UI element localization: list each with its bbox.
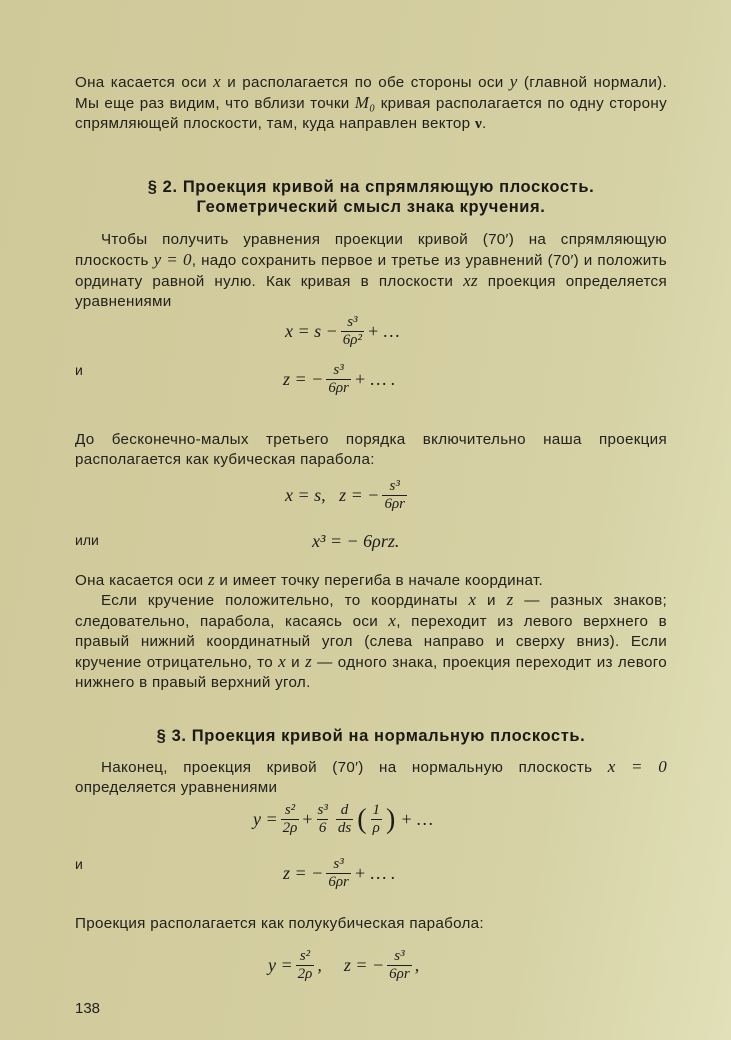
fraction <box>326 362 351 397</box>
section-heading-3 <box>75 726 667 746</box>
text: Чтобы получить уравнения проекции кривой (70′) на спрямляющую плоскость <box>75 231 667 269</box>
numerator: s³ <box>333 362 344 378</box>
fraction <box>387 948 412 983</box>
fraction <box>336 802 353 837</box>
equation-6 <box>283 856 396 891</box>
text: Наконец, проекция кривой (70′) на нормальную плоскость <box>101 759 608 776</box>
denominator: 6ρr <box>328 380 349 396</box>
page-number: 138 <box>75 1000 101 1017</box>
text: Она касается оси <box>75 572 208 589</box>
math-expr: y = 0 <box>153 250 192 269</box>
paragraph-3: До бесконечно-малых третьего порядка включительно наша проекция располагается как кубическая парабола: <box>75 431 667 468</box>
eq-tail: + … . <box>353 369 396 389</box>
numerator: s³ <box>333 856 344 872</box>
denominator: 6ρr <box>384 496 405 512</box>
heading-line: Геометрический смысл знака кручения. <box>196 198 546 216</box>
eq-lhs: x = s − <box>285 321 338 341</box>
math-var: y <box>509 72 518 91</box>
numerator: s² <box>299 948 311 964</box>
eq-lhs: x = s, z = − <box>285 485 380 505</box>
paragraph-7: Проекция располагается как полукубическая парабола: <box>75 915 484 932</box>
text: , переходит из левого верхнего в правый нижний координатный угол (слева направо и сверху вниз). Если кручение отрицательно, то <box>75 613 667 671</box>
text: Если кручение положительно, то координаты <box>101 592 469 609</box>
heading-line: § 2. Проекция кривой на спрямляющую плоскость. <box>147 178 595 196</box>
eq-tail: + … <box>367 321 400 341</box>
text: (главной нормали). Мы еще раз видим, что вблизи точки <box>75 74 667 112</box>
math-vector: ν <box>474 115 483 132</box>
text: . <box>482 115 487 132</box>
denominator: 6ρ² <box>342 332 362 348</box>
denominator: ds <box>337 820 352 836</box>
denominator: 2ρ <box>282 820 298 836</box>
fraction <box>371 802 383 837</box>
denominator: 6ρr <box>389 966 410 982</box>
heading-line: § 3. Проекция кривой на нормальную плоскость. <box>156 727 586 745</box>
fraction <box>341 314 364 349</box>
math-var: z <box>207 570 215 589</box>
equation-1 <box>285 314 400 349</box>
conjunction: и <box>75 362 83 378</box>
text: и <box>476 592 507 609</box>
math-var: z <box>305 652 313 671</box>
equation-2 <box>283 362 396 397</box>
eq-lhs: z = − <box>283 369 324 389</box>
numerator: s³ <box>394 948 405 964</box>
paragraph-4 <box>75 570 667 591</box>
equation-7 <box>268 948 419 983</box>
separator: , <box>317 955 322 975</box>
eq-tail: + … <box>400 809 433 829</box>
denominator: 2ρ <box>297 966 313 982</box>
denominator: 6ρr <box>328 874 349 890</box>
fraction <box>281 802 300 837</box>
numerator: s³ <box>347 314 358 330</box>
fraction <box>326 856 351 891</box>
text: , надо сохранить первое и третье из уравнений (70′) и положить ординату равной нулю. Как кривая в плоскости <box>75 252 667 290</box>
eq-text: x³ = − 6ρrz. <box>312 531 400 551</box>
math-var: z <box>506 590 514 609</box>
section-heading-2 <box>75 177 667 217</box>
paragraph-6 <box>75 757 667 798</box>
math-var: M₀ <box>354 93 376 112</box>
math-var: x <box>278 652 286 671</box>
equation-4 <box>312 531 399 552</box>
numerator: s² <box>284 802 296 818</box>
text: — разных знаков; следовательно, парабола, касаясь оси <box>75 592 667 630</box>
text: и имеет точку перегиба в начале координат. <box>214 572 544 589</box>
eq-lhs: z = − <box>283 863 324 883</box>
math-var: x <box>213 72 221 91</box>
conjunction: и <box>75 856 83 872</box>
fraction <box>296 948 315 983</box>
text: кривая располагается по одну сторону спрямляющей плоскости, там, куда направлен вектор <box>75 95 667 132</box>
numerator: 1 <box>372 802 381 818</box>
math-var: x <box>388 611 397 630</box>
math-expr: x = 0 <box>607 757 667 776</box>
eq-tail: + … . <box>353 863 396 883</box>
numerator: s³ <box>317 802 328 818</box>
text: Она касается оси <box>75 74 214 91</box>
left-paren: ( <box>357 803 367 835</box>
fraction <box>316 802 330 837</box>
right-paren: ) <box>386 803 396 835</box>
conjunction: или <box>75 532 99 548</box>
denominator: ρ <box>372 820 380 836</box>
text: и располагается по обе стороны оси <box>220 74 510 91</box>
eq-tail: , <box>414 955 420 975</box>
eq-lhs: y = <box>253 809 278 829</box>
eq-lhs: y = <box>268 955 293 975</box>
paragraph-2 <box>75 230 667 312</box>
equation-5 <box>253 802 433 837</box>
eq-lhs: z = − <box>343 955 385 975</box>
numerator: d <box>340 802 349 818</box>
math-var: x <box>468 590 477 609</box>
fraction <box>382 478 407 513</box>
numerator: s³ <box>389 478 400 494</box>
equation-3 <box>285 478 410 513</box>
paragraph-1 <box>75 72 667 134</box>
math-var: xz <box>463 271 478 290</box>
paragraph-5 <box>75 590 667 693</box>
text: определяется уравнениями <box>75 779 278 796</box>
plus-sign: + <box>302 809 313 829</box>
text: — одного знака, проекция переходит из левого нижнего в правый верхний угол. <box>75 654 667 691</box>
text: и <box>286 654 306 671</box>
denominator: 6 <box>318 820 327 836</box>
text: проекция определяется уравнениями <box>75 273 667 310</box>
